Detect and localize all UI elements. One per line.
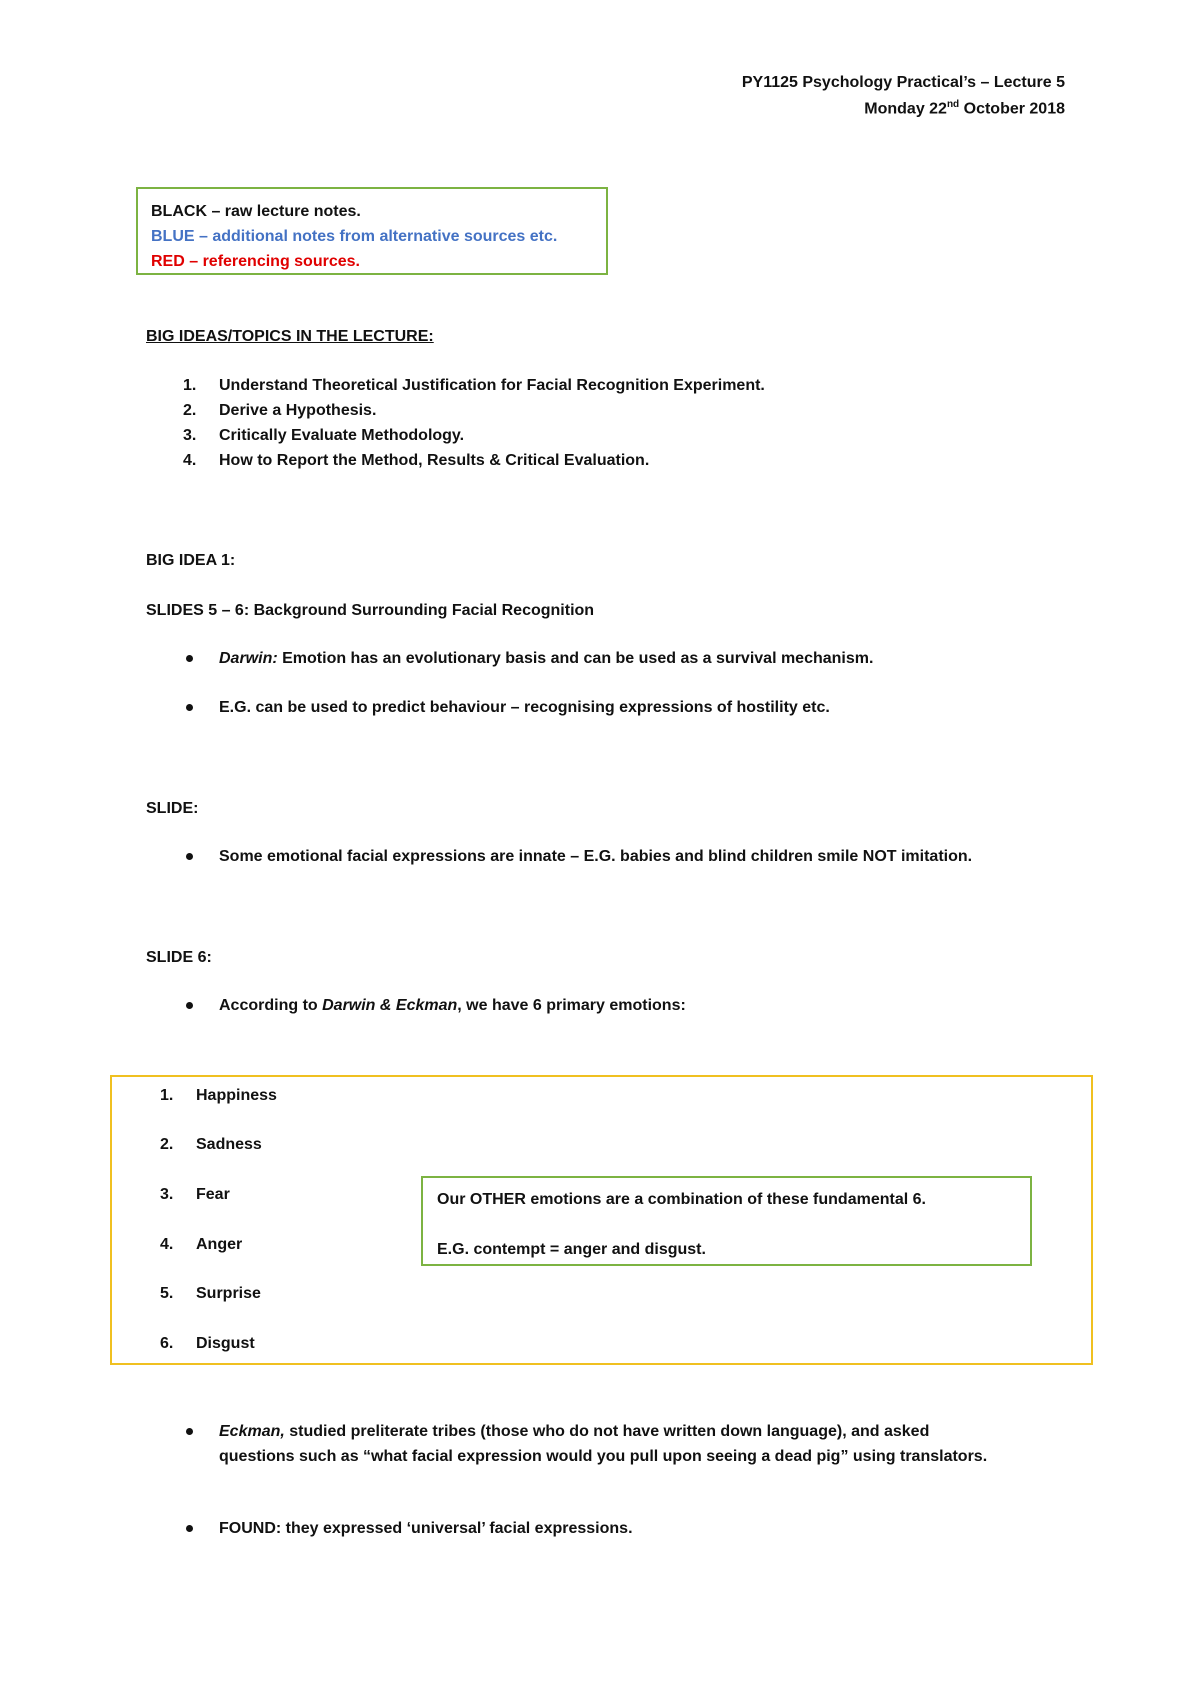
color-legend-box [136, 187, 608, 275]
bullet-icon [186, 1428, 193, 1435]
big-idea-item: 4. How to Report the Method, Results & Critical Evaluation. [183, 452, 650, 469]
big-ideas-heading: BIG IDEAS/TOPICS IN THE LECTURE: [146, 328, 434, 345]
big-idea-item: 2. Derive a Hypothesis. [183, 402, 377, 419]
emotion-combination-note [421, 1176, 1032, 1266]
bullet-icon [186, 655, 193, 662]
legend-red: RED – referencing sources. [151, 253, 360, 270]
big-idea-1-heading: BIG IDEA 1: [146, 552, 236, 569]
big-idea-item: 1. Understand Theoretical Justification for Facial Recognition Experiment. [183, 377, 765, 394]
note-line-1: Our OTHER emotions are a combination of these fundamental 6. [437, 1191, 926, 1208]
emotion-item: 3. Fear [160, 1186, 230, 1203]
emotion-item: 4. Anger [160, 1236, 243, 1253]
bullet-eckman-line-1: Eckman, studied preliterate tribes (those who do not have written down language), and asked [219, 1423, 930, 1440]
course-title: PY1125 Psychology Practical’s – Lecture 5 [741, 74, 1065, 91]
bullet-innate: Some emotional facial expressions are innate – E.G. babies and blind children smile NOT imitation. [219, 848, 973, 865]
big-idea-item: 3. Critically Evaluate Methodology. [183, 427, 465, 444]
slides-5-6-heading: SLIDES 5 – 6: Background Surrounding Facial Recognition [146, 602, 595, 619]
bullet-icon [186, 704, 193, 711]
bullet-primary-emotions: According to Darwin & Eckman, we have 6 primary emotions: [219, 997, 686, 1014]
emotion-item: 1. Happiness [160, 1087, 277, 1104]
emotion-item: 6. Disgust [160, 1335, 255, 1352]
bullet-icon [186, 853, 193, 860]
slide-heading: SLIDE: [146, 800, 199, 817]
emotion-item: 2. Sadness [160, 1136, 262, 1153]
emotion-item: 5. Surprise [160, 1285, 261, 1302]
slide-6-heading: SLIDE 6: [146, 949, 212, 966]
note-line-2: E.G. contempt = anger and disgust. [437, 1241, 706, 1258]
bullet-darwin: Darwin: Emotion has an evolutionary basis and can be used as a survival mechanism. [219, 650, 874, 667]
bullet-predict-behaviour: E.G. can be used to predict behaviour – recognising expressions of hostility etc. [219, 699, 830, 716]
bullet-eckman-line-2: questions such as “what facial expression would you pull upon seeing a dead pig” using translators. [219, 1448, 988, 1465]
legend-black: BLACK – raw lecture notes. [151, 203, 361, 220]
lecture-date: Monday 22nd October 2018 [864, 99, 1065, 118]
legend-blue: BLUE – additional notes from alternative sources etc. [151, 228, 558, 245]
bullet-icon [186, 1525, 193, 1532]
bullet-icon [186, 1002, 193, 1009]
bullet-found: FOUND: they expressed ‘universal’ facial expressions. [219, 1520, 633, 1537]
